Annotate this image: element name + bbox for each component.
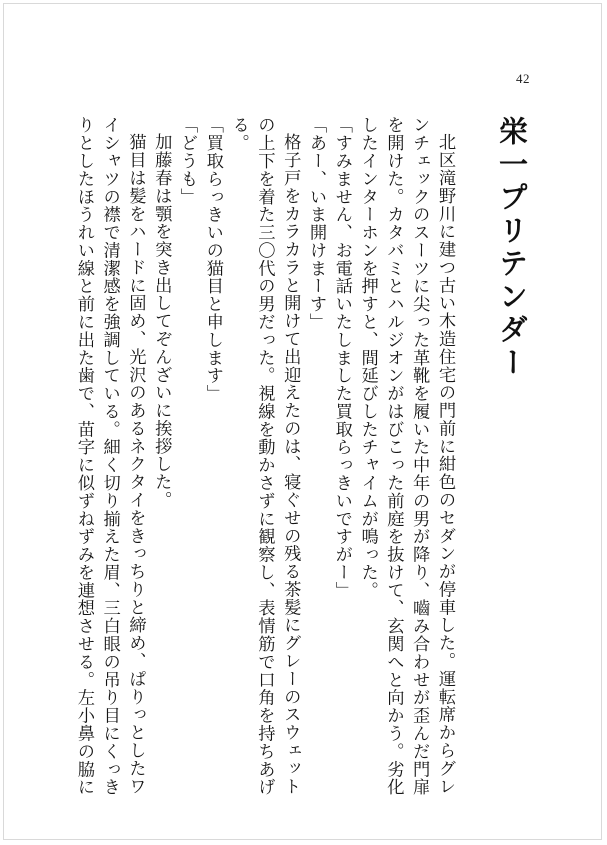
dialogue-line-4: 「どうも」 xyxy=(177,116,198,206)
book-page xyxy=(3,3,602,840)
dialogue-line-3: 「買取らっきいの猫目と申します」 xyxy=(202,116,223,403)
paragraph-3: 加藤春は顎を突き出してぞんざいに挨拶した。 xyxy=(151,133,172,509)
paragraph-2: 格子戸をカラカラと開けて出迎えたのは、寝ぐせの残る茶髪にグレーのスウェットの上下を着た三〇代の男だった。視線を動かさずに観察し、表情筋で口角を持ちあげる。 xyxy=(228,116,301,796)
paragraph-1: 北区滝野川に建つ古い木造住宅の門前に紺色のセダンが停車した。運転席からグレンチェックのスーツに尖った革靴を履いた中年の男が降り、嚙み合わせが歪んだ門扉を開けた。カタバミとハルジオンがはびこった前庭を抜けて、玄関へと向かう。劣化したインターホンを押すと、間延びしたチャイムが鳴った。 xyxy=(357,116,455,796)
dialogue-line-2: 「あー、いま開けまーす」 xyxy=(306,116,327,331)
paragraph-4: 猫目は髪をハードに固め、光沢のあるネクタイをきっちりと締め、ぱりっとしたワイシャツの襟で清潔感を強調している。細く切り揃えた眉、三白眼の吊り目にくっきりとしたほうれい線と前に出た歯で、苗字に似ずねずみを連想させる。左小鼻の脇に xyxy=(73,116,146,796)
dialogue-line-1: 「すみません、お電話いたしました買取らっきいですがー」 xyxy=(331,116,352,600)
page-number: 42 xyxy=(516,71,530,86)
vertical-text-block xyxy=(70,116,531,796)
chapter-title: 栄一プリテンダー xyxy=(495,116,529,380)
